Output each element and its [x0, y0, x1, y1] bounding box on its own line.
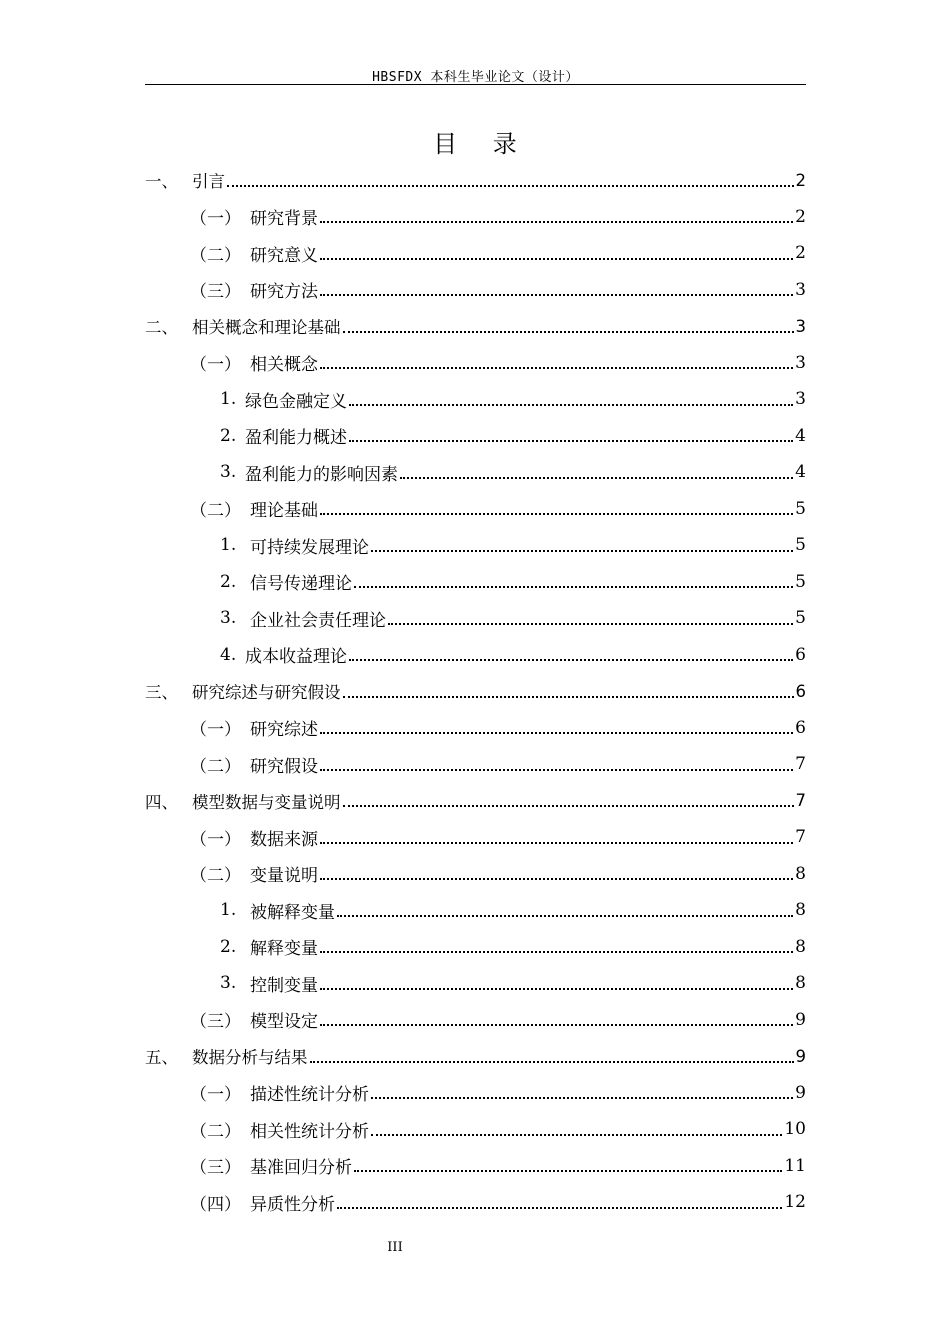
- toc-dot-leader: [227, 184, 794, 187]
- toc-entry-page: 6: [795, 717, 806, 738]
- toc-entry[interactable]: [145, 1038, 806, 1075]
- toc-dot-leader: [310, 1060, 794, 1063]
- toc-entry-number: 4.: [220, 644, 237, 665]
- toc-dot-leader: [320, 293, 793, 296]
- toc-entry-page: 5: [795, 535, 806, 556]
- toc-entry-number: （二）: [190, 866, 241, 887]
- toc-entry-number: 3.: [220, 462, 237, 483]
- toc-entry-number: 2.: [220, 571, 237, 592]
- toc-entry-page: 3: [795, 389, 806, 410]
- toc-entry-number: （二）: [190, 501, 241, 522]
- toc-entry[interactable]: [145, 454, 806, 491]
- toc-dot-leader: [320, 950, 793, 953]
- toc-entry-number: 2.: [220, 936, 237, 957]
- toc-dot-leader: [320, 220, 793, 223]
- toc-entry-page: 8: [795, 900, 806, 921]
- toc-entry[interactable]: [145, 929, 806, 966]
- toc-dot-leader: [320, 731, 793, 734]
- toc-entry-number: （二）: [190, 245, 241, 266]
- toc-entry-title: 研究背景: [250, 209, 318, 230]
- running-header: HBSFDX 本科生毕业论文（设计）: [372, 70, 579, 85]
- toc-entry-number: （一）: [190, 355, 241, 376]
- toc-entry-title: 基准回归分析: [250, 1158, 352, 1179]
- toc-dot-leader: [343, 330, 794, 333]
- page-number: III: [387, 1240, 403, 1255]
- toc-entry-number: （三）: [190, 1012, 241, 1033]
- toc-entry[interactable]: [145, 1075, 806, 1112]
- toc-entry-number: 1.: [220, 389, 237, 410]
- toc-entry-title: 描述性统计分析: [250, 1085, 369, 1106]
- toc-entry-title: 信号传递理论: [250, 574, 352, 595]
- toc-entry-number: （二）: [190, 1121, 241, 1142]
- toc-entry[interactable]: [145, 856, 806, 893]
- toc-entry-page: 10: [784, 1119, 806, 1140]
- toc-entry-page: 3: [795, 352, 806, 373]
- toc-entry-page: 6: [795, 644, 806, 665]
- toc-entry[interactable]: [145, 892, 806, 929]
- toc-dot-leader: [354, 1169, 782, 1172]
- toc-entry[interactable]: [145, 600, 806, 637]
- toc-entry-title: 模型数据与变量说明: [192, 792, 341, 812]
- toc-dot-leader: [320, 257, 793, 260]
- toc-entry[interactable]: [145, 418, 806, 455]
- toc-entry[interactable]: [145, 819, 806, 856]
- toc-entry-page: 5: [795, 608, 806, 629]
- toc-entry-title: 绿色金融定义: [245, 391, 347, 412]
- toc-entry-number: （一）: [190, 720, 241, 741]
- toc-entry-number: （四）: [190, 1194, 241, 1215]
- toc-entry-page: 4: [795, 462, 806, 483]
- toc-entry-number: 1.: [220, 535, 237, 556]
- toc-entry-number: 1.: [220, 900, 237, 921]
- toc-entry-page: 2: [795, 170, 806, 190]
- toc-entry-title: 研究综述与研究假设: [192, 683, 341, 703]
- toc-entry-page: 11: [784, 1155, 806, 1176]
- toc-entry[interactable]: [145, 162, 806, 199]
- toc-entry-title: 企业社会责任理论: [250, 610, 386, 631]
- toc-entry-page: 7: [795, 827, 806, 848]
- toc-entry-page: 9: [795, 1009, 806, 1030]
- toc-entry-page: 9: [795, 1046, 806, 1066]
- toc-entry[interactable]: [145, 527, 806, 564]
- toc-dot-leader: [320, 841, 793, 844]
- toc-entry-page: 2: [795, 206, 806, 227]
- toc-entry-title: 可持续发展理论: [250, 537, 369, 558]
- toc-entry[interactable]: [145, 1184, 806, 1221]
- toc-entry-page: 3: [795, 279, 806, 300]
- toc-dot-leader: [320, 877, 793, 880]
- toc-dot-leader: [354, 585, 793, 588]
- toc-entry-page: 8: [795, 936, 806, 957]
- toc-dot-leader: [320, 512, 793, 515]
- header-rule: [145, 84, 806, 85]
- toc-entry[interactable]: [145, 345, 806, 382]
- toc-entry-title: 理论基础: [250, 501, 318, 522]
- toc-dot-leader: [320, 366, 793, 369]
- toc-entry-title: 控制变量: [250, 975, 318, 996]
- toc-entry-page: 5: [795, 571, 806, 592]
- toc-entry-page: 5: [795, 498, 806, 519]
- toc-dot-leader: [337, 1206, 782, 1209]
- toc-entry-page: 8: [795, 863, 806, 884]
- toc-entry[interactable]: [145, 1148, 806, 1185]
- toc-entry-page: 7: [795, 791, 806, 811]
- toc-entry-number: 一、: [145, 172, 178, 192]
- toc-entry-title: 模型设定: [250, 1012, 318, 1033]
- toc-dot-leader: [371, 1096, 793, 1099]
- toc-entry-title: 相关概念: [250, 355, 318, 376]
- toc-dot-leader: [388, 622, 793, 625]
- toc-dot-leader: [400, 476, 793, 479]
- toc-entry-title: 被解释变量: [250, 902, 335, 923]
- toc-entry[interactable]: [145, 1002, 806, 1039]
- toc-entry[interactable]: [145, 746, 806, 783]
- toc-entry[interactable]: [145, 199, 806, 236]
- toc-dot-leader: [371, 549, 793, 552]
- toc-entry-number: （一）: [190, 829, 241, 850]
- toc-entry-page: 2: [795, 243, 806, 264]
- toc-dot-leader: [320, 768, 793, 771]
- toc-entry-number: （三）: [190, 282, 241, 303]
- toc-entry[interactable]: [145, 965, 806, 1002]
- toc-entry-title: 相关性统计分析: [250, 1121, 369, 1142]
- toc-entry-title: 成本收益理论: [245, 647, 347, 668]
- toc-dot-leader: [349, 439, 793, 442]
- toc-entry[interactable]: [145, 235, 806, 272]
- toc-entry-number: 五、: [145, 1048, 178, 1068]
- toc-entry-title: 数据来源: [250, 829, 318, 850]
- toc-entry-title: 盈利能力的影响因素: [245, 464, 398, 485]
- toc-entry-page: 3: [795, 316, 806, 336]
- toc-dot-leader: [343, 804, 794, 807]
- toc-dot-leader: [320, 987, 793, 990]
- toc-entry-title: 研究意义: [250, 245, 318, 266]
- toc-entry-title: 研究假设: [250, 756, 318, 777]
- toc-entry-title: 异质性分析: [250, 1194, 335, 1215]
- toc-entry-number: （一）: [190, 209, 241, 230]
- toc-entry-title: 相关概念和理论基础: [192, 318, 341, 338]
- toc-entry[interactable]: [145, 1111, 806, 1148]
- toc-entry-title: 研究方法: [250, 282, 318, 303]
- toc-entry-number: （一）: [190, 1085, 241, 1106]
- toc-entry[interactable]: [145, 710, 806, 747]
- toc-entry-page: 9: [795, 1082, 806, 1103]
- toc-entry-number: 3.: [220, 608, 237, 629]
- toc-entry-title: 引言: [192, 172, 225, 192]
- toc-entry-page: 4: [795, 425, 806, 446]
- toc-entry-page: 6: [795, 681, 806, 701]
- toc-entry-page: 8: [795, 973, 806, 994]
- toc-dot-leader: [320, 1023, 793, 1026]
- toc-entry-number: 2.: [220, 425, 237, 446]
- toc-entry-page: 7: [795, 754, 806, 775]
- toc-entry-number: 四、: [145, 792, 178, 812]
- toc-entry-title: 盈利能力概述: [245, 428, 347, 449]
- toc-entry[interactable]: [145, 564, 806, 601]
- toc-entry[interactable]: [145, 637, 806, 674]
- toc-dot-leader: [371, 1133, 782, 1136]
- toc-entry-number: 3.: [220, 973, 237, 994]
- toc-dot-leader: [349, 403, 793, 406]
- toc-entry[interactable]: [145, 783, 806, 820]
- toc-dot-leader: [337, 914, 793, 917]
- toc-entry-page: 12: [784, 1192, 806, 1213]
- toc-entry-number: 二、: [145, 318, 178, 338]
- toc-entry-number: 三、: [145, 683, 178, 703]
- toc-entry-title: 变量说明: [250, 866, 318, 887]
- toc-entry[interactable]: [145, 308, 806, 345]
- table-of-contents: [145, 162, 806, 1221]
- toc-entry[interactable]: [145, 272, 806, 309]
- toc-entry[interactable]: [145, 381, 806, 418]
- toc-entry[interactable]: [145, 491, 806, 528]
- toc-dot-leader: [343, 695, 794, 698]
- toc-entry-title: 数据分析与结果: [192, 1048, 308, 1068]
- toc-entry-number: （三）: [190, 1158, 241, 1179]
- toc-entry-title: 研究综述: [250, 720, 318, 741]
- toc-entry[interactable]: [145, 673, 806, 710]
- toc-dot-leader: [349, 658, 793, 661]
- toc-entry-title: 解释变量: [250, 939, 318, 960]
- toc-entry-number: （二）: [190, 756, 241, 777]
- page-title: 目 录: [433, 130, 531, 158]
